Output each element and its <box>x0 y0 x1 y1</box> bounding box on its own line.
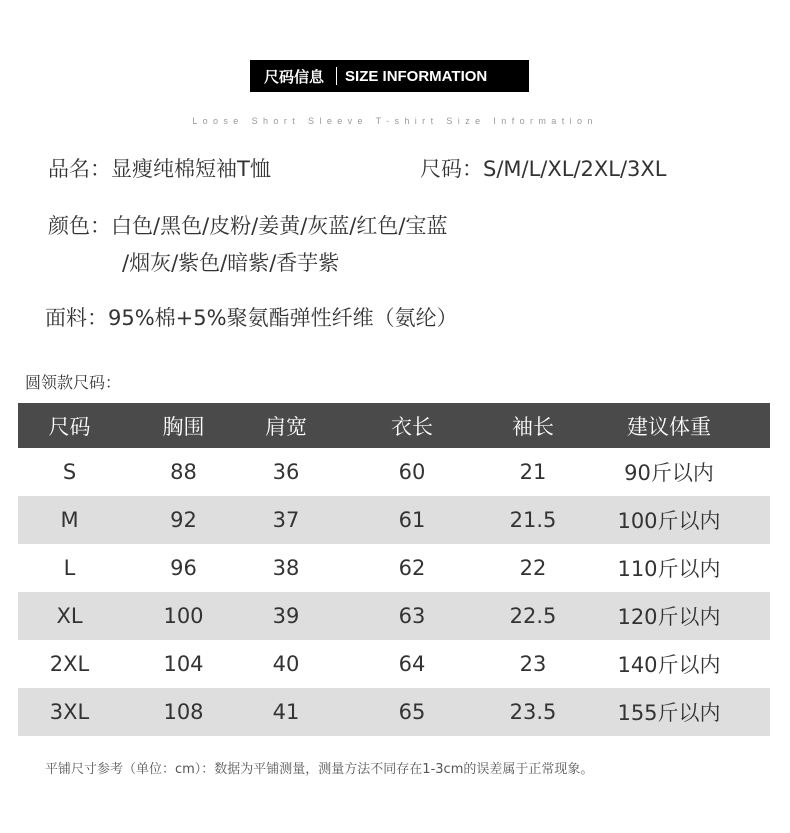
table-row <box>18 640 770 688</box>
cell-shoulder: 41 <box>246 688 326 736</box>
size-info-banner <box>250 60 529 92</box>
header-length: 衣长 <box>326 403 498 448</box>
cell-shoulder: 39 <box>246 592 326 640</box>
cell-chest: 100 <box>121 592 246 640</box>
cell-weight: 140斤以内 <box>617 653 721 677</box>
cell-weight: 155斤以内 <box>568 688 770 736</box>
cell-length: 62 <box>398 556 426 580</box>
cell-length: 63 <box>326 592 498 640</box>
cell-size: M <box>18 496 121 544</box>
table-row <box>18 592 770 640</box>
cell-chest: 92 <box>121 496 246 544</box>
banner-divider <box>336 67 337 85</box>
cell-chest: 108 <box>121 688 246 736</box>
cell-size: 3XL <box>18 688 121 736</box>
cell-chest: 88 <box>170 460 197 484</box>
measurement-footnote: 平铺尺寸参考（单位：cm）：数据为平铺测量，测量方法不同存在1-3cm的误差属于正常现象。 <box>45 762 594 777</box>
cell-shoulder: 37 <box>246 496 326 544</box>
cell-shoulder: 40 <box>272 652 300 676</box>
product-colors-line1: 颜色：白色/黑色/皮粉/姜黄/灰蓝/红色/宝蓝 <box>48 214 448 238</box>
cell-sleeve: 23.5 <box>498 688 568 736</box>
product-colors-line2: /烟灰/紫色/暗紫/香芋紫 <box>122 251 340 275</box>
size-table <box>18 403 770 736</box>
table-row <box>18 448 770 496</box>
size-table-header <box>18 403 770 448</box>
cell-size: XL <box>18 592 121 640</box>
header-weight: 建议体重 <box>568 403 770 448</box>
cell-size: S <box>62 460 77 484</box>
table-row <box>18 496 770 544</box>
table-row <box>18 544 770 592</box>
header-shoulder: 肩宽 <box>246 403 326 448</box>
cell-size: L <box>63 556 76 580</box>
product-name: 品名：显瘦纯棉短袖T恤 <box>48 157 271 181</box>
table-row <box>18 688 770 736</box>
banner-title-en: SIZE INFORMATION <box>345 67 488 85</box>
header-chest: 胸围 <box>121 403 246 448</box>
cell-weight: 100斤以内 <box>568 496 770 544</box>
cell-sleeve: 21.5 <box>498 496 568 544</box>
cell-shoulder: 38 <box>272 556 300 580</box>
banner-title-cn: 尺码信息 <box>264 68 325 86</box>
cell-length: 65 <box>326 688 498 736</box>
cell-weight: 110斤以内 <box>617 557 721 581</box>
product-material: 面料：95%棉+5%聚氨酯弹性纤维（氨纶） <box>45 306 458 330</box>
cell-sleeve: 22.5 <box>498 592 568 640</box>
cell-chest: 104 <box>163 652 204 676</box>
header-size: 尺码 <box>18 403 121 448</box>
product-sizes: 尺码：S/M/L/XL/2XL/3XL <box>420 157 667 181</box>
cell-size: 2XL <box>49 652 90 676</box>
banner-subtitle: Loose Short Sleeve T-shirt Size Information <box>192 116 598 126</box>
cell-weight: 90斤以内 <box>624 461 714 485</box>
cell-chest: 96 <box>170 556 197 580</box>
header-sleeve: 袖长 <box>498 403 568 448</box>
cell-weight: 120斤以内 <box>568 592 770 640</box>
cell-sleeve: 21 <box>519 460 547 484</box>
cell-length: 61 <box>326 496 498 544</box>
size-table-label: 圆领款尺码： <box>25 373 122 392</box>
cell-sleeve: 23 <box>519 652 547 676</box>
cell-length: 64 <box>398 652 426 676</box>
cell-shoulder: 36 <box>272 460 300 484</box>
cell-length: 60 <box>398 460 426 484</box>
cell-sleeve: 22 <box>519 556 547 580</box>
